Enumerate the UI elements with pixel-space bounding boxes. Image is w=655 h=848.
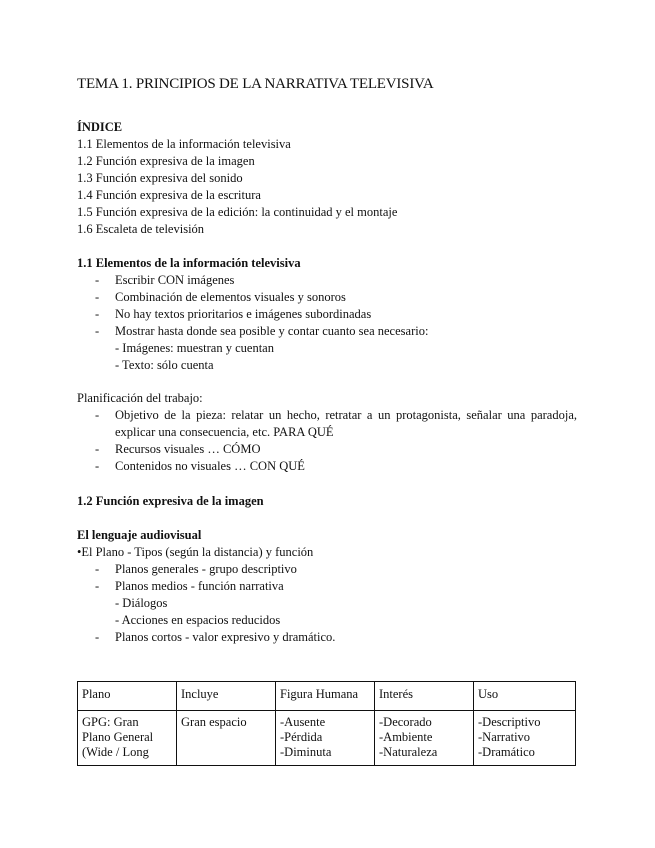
table-header-cell: Uso xyxy=(474,682,576,711)
index-item: 1.1 Elementos de la información televisiva xyxy=(77,137,291,151)
list-item: - Contenidos no visuales … CON QUÉ xyxy=(95,459,305,473)
list-item: - Planos generales - grupo descriptivo xyxy=(95,562,297,576)
list-item: - Combinación de elementos visuales y sonoros xyxy=(95,290,346,304)
table-cell: -Ausente -Pérdida -Diminuta xyxy=(276,711,375,766)
section-heading: 1.2 Función expresiva de la imagen xyxy=(77,494,264,508)
subsection-heading: El lenguaje audiovisual xyxy=(77,528,202,542)
document-title: TEMA 1. PRINCIPIOS DE LA NARRATIVA TELEVISIVA xyxy=(77,76,434,92)
list-item: - Escribir CON imágenes xyxy=(95,273,235,287)
index-item: 1.5 Función expresiva de la edición: la continuidad y el montaje xyxy=(77,205,398,219)
table-header-cell: Interés xyxy=(375,682,474,711)
table-cell: -Decorado -Ambiente -Naturaleza xyxy=(375,711,474,766)
index-item: 1.4 Función expresiva de la escritura xyxy=(77,188,261,202)
table-header-cell: Incluye xyxy=(177,682,276,711)
section-heading: 1.1 Elementos de la información televisiva xyxy=(77,256,301,270)
table-header-row xyxy=(78,682,576,711)
index-heading: ÍNDICE xyxy=(77,120,123,134)
list-subitem: - Diálogos xyxy=(115,596,168,610)
list-item: - No hay textos prioritarios e imágenes subordinadas xyxy=(95,307,372,321)
list-item: - Planos medios - función narrativa xyxy=(95,579,284,593)
index-item: 1.6 Escaleta de televisión xyxy=(77,222,205,236)
table-cell: GPG: Gran Plano General (Wide / Long xyxy=(78,711,177,766)
list-item: - Planos cortos - valor expresivo y dramático. xyxy=(95,630,336,644)
planning-label: Planificación del trabajo: xyxy=(77,391,203,405)
table-header-cell: Plano xyxy=(78,682,177,711)
section-1-1 xyxy=(77,255,577,374)
section-1-2 xyxy=(77,493,577,510)
audiovisual-section xyxy=(77,527,577,646)
index-section xyxy=(77,119,577,238)
table-cell: Gran espacio xyxy=(177,711,276,766)
plano-table xyxy=(77,681,576,766)
table-cell: -Descriptivo -Narrativo -Dramático xyxy=(474,711,576,766)
index-item: 1.3 Función expresiva del sonido xyxy=(77,171,243,185)
list-subitem: - Texto: sólo cuenta xyxy=(115,358,214,372)
list-subitem: - Acciones en espacios reducidos xyxy=(115,613,281,627)
intro-line: •El Plano - Tipos (según la distancia) y función xyxy=(77,545,314,559)
list-item: - Mostrar hasta donde sea posible y contar cuanto sea necesario: xyxy=(95,324,429,338)
index-item: 1.2 Función expresiva de la imagen xyxy=(77,154,255,168)
table-row xyxy=(78,711,576,766)
list-item: - Objetivo de la pieza: relatar un hecho, retratar a un protagonista, señalar una paradoja, explicar una consecuencia, etc. PARA QUÉ xyxy=(95,408,577,439)
list-item: - Recursos visuales … CÓMO xyxy=(95,442,261,456)
planning-section xyxy=(77,390,577,475)
table-header-cell: Figura Humana xyxy=(276,682,375,711)
list-subitem: - Imágenes: muestran y cuentan xyxy=(115,341,274,355)
